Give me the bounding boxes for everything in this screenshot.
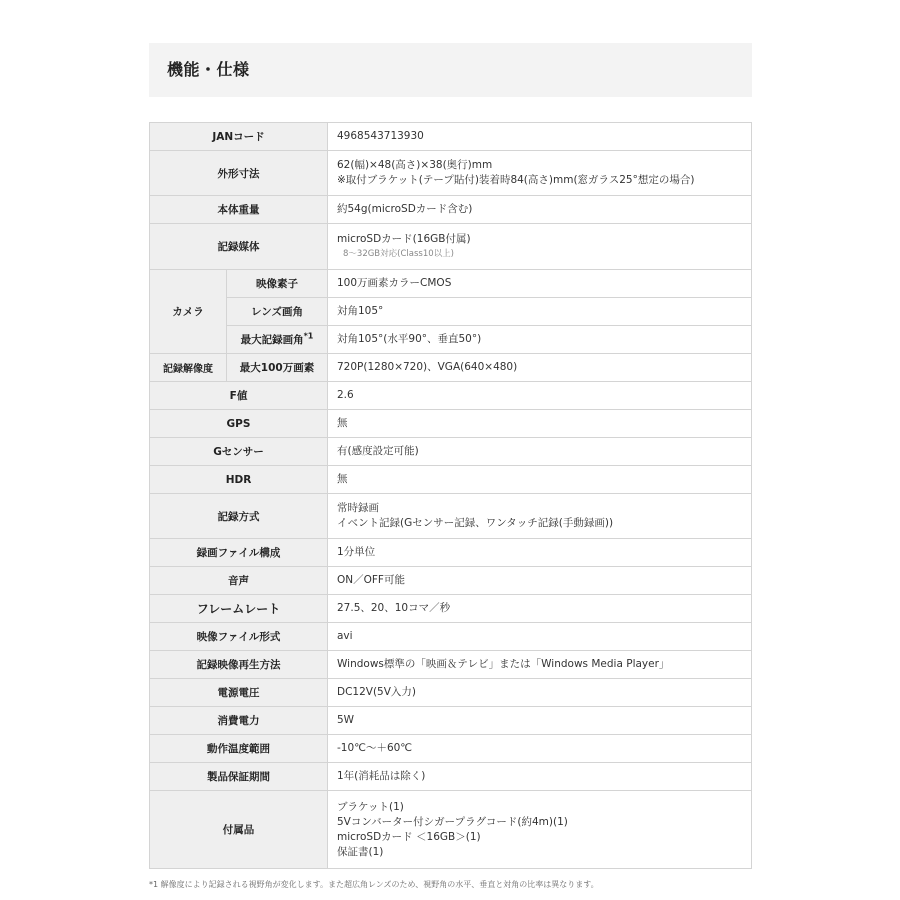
- table-row: [150, 382, 752, 410]
- table-row: [150, 196, 752, 224]
- row-label: 記録方式: [150, 494, 328, 539]
- row-label: 記録解像度: [150, 354, 227, 382]
- section-title: 機能・仕様: [167, 60, 250, 79]
- table-row: [150, 151, 752, 196]
- table-row: [150, 735, 752, 763]
- footnote: *1 解像度により記録される視野角が変化します。また超広角レンズのため、視野角の水平、垂直と対角の比率は異なります。: [149, 880, 599, 889]
- value-line: 62(幅)×48(高さ)×38(奥行)mm: [337, 159, 493, 171]
- row-label: 映像ファイル形式: [150, 623, 328, 651]
- sublabel-text: 最大記録画角: [240, 334, 304, 346]
- row-value: [328, 494, 752, 539]
- row-label: 記録媒体: [150, 224, 328, 270]
- table-row: [150, 224, 752, 270]
- table-row: [150, 466, 752, 494]
- row-label: 消費電力: [150, 707, 328, 735]
- table-row: [150, 567, 752, 595]
- footnote-marker: *1: [303, 331, 314, 341]
- row-value: 対角105°(水平90°、垂直50°): [328, 326, 752, 354]
- table-row: [150, 539, 752, 567]
- row-value: 27.5、20、10コマ／秒: [328, 595, 752, 623]
- row-label: 録画ファイル構成: [150, 539, 328, 567]
- row-value: 720P(1280×720)、VGA(640×480): [328, 354, 752, 382]
- table-row: [150, 791, 752, 869]
- value-note: 8～32GB対応(Class10以上): [343, 249, 454, 259]
- row-value: avi: [328, 623, 752, 651]
- row-value: 1年(消耗品は除く): [328, 763, 752, 791]
- row-label: F値: [150, 382, 328, 410]
- row-value: 4968543713930: [328, 123, 752, 151]
- row-value: 1分単位: [328, 539, 752, 567]
- table-row: [150, 270, 752, 298]
- row-label: 本体重量: [150, 196, 328, 224]
- row-label: フレームレート: [150, 595, 328, 623]
- spec-table: [149, 122, 752, 869]
- value-line: 常時録画: [337, 502, 379, 514]
- row-value: 有(感度設定可能): [328, 438, 752, 466]
- table-row: [150, 354, 752, 382]
- row-value: 約54g(microSDカード含む): [328, 196, 752, 224]
- row-group-label: カメラ: [150, 270, 227, 354]
- row-label: 動作温度範囲: [150, 735, 328, 763]
- table-row: [150, 763, 752, 791]
- row-value: 対角105°: [328, 298, 752, 326]
- row-value: [328, 791, 752, 869]
- row-value: [328, 151, 752, 196]
- accessory-item: 保証書(1): [337, 845, 384, 858]
- accessory-item: ブラケット(1): [337, 800, 404, 813]
- row-label: 記録映像再生方法: [150, 651, 328, 679]
- row-label: 外形寸法: [150, 151, 328, 196]
- row-value: -10℃～＋60℃: [328, 735, 752, 763]
- table-row: [150, 707, 752, 735]
- value-line: microSDカード(16GB付属): [337, 233, 471, 245]
- row-value: 無: [328, 410, 752, 438]
- table-row: [150, 595, 752, 623]
- row-sublabel: 最大100万画素: [227, 354, 328, 382]
- row-value: 100万画素カラーCMOS: [328, 270, 752, 298]
- accessory-item: 5Vコンバーター付シガープラグコード(約4m)(1): [337, 815, 568, 828]
- table-row: [150, 679, 752, 707]
- table-row: [150, 623, 752, 651]
- table-row: [150, 494, 752, 539]
- row-value: 無: [328, 466, 752, 494]
- row-label: JANコード: [150, 123, 328, 151]
- table-row: [150, 123, 752, 151]
- row-label: GPS: [150, 410, 328, 438]
- table-row: [150, 651, 752, 679]
- table-row: [150, 298, 752, 326]
- value-line: イベント記録(Gセンサー記録、ワンタッチ記録(手動録画)): [337, 517, 614, 529]
- row-value: DC12V(5V入力): [328, 679, 752, 707]
- accessory-item: microSDカード ＜16GB＞(1): [337, 830, 481, 843]
- value-line: ※取付ブラケット(テープ貼付)装着時84(高さ)mm(窓ガラス25°想定の場合): [337, 174, 695, 186]
- table-row: [150, 326, 752, 354]
- row-label: HDR: [150, 466, 328, 494]
- row-label: Gセンサー: [150, 438, 328, 466]
- row-label: 付属品: [150, 791, 328, 869]
- row-sublabel: [227, 326, 328, 354]
- row-sublabel: レンズ画角: [227, 298, 328, 326]
- section-header: [149, 43, 752, 97]
- row-value: Windows標準の「映画＆テレビ」または「Windows Media Player」: [328, 651, 752, 679]
- row-label: 製品保証期間: [150, 763, 328, 791]
- row-label: 音声: [150, 567, 328, 595]
- row-label: 電源電圧: [150, 679, 328, 707]
- row-value: 5W: [328, 707, 752, 735]
- row-sublabel: 映像素子: [227, 270, 328, 298]
- row-value: [328, 224, 752, 270]
- table-row: [150, 438, 752, 466]
- table-row: [150, 410, 752, 438]
- row-value: 2.6: [328, 382, 752, 410]
- row-value: ON／OFF可能: [328, 567, 752, 595]
